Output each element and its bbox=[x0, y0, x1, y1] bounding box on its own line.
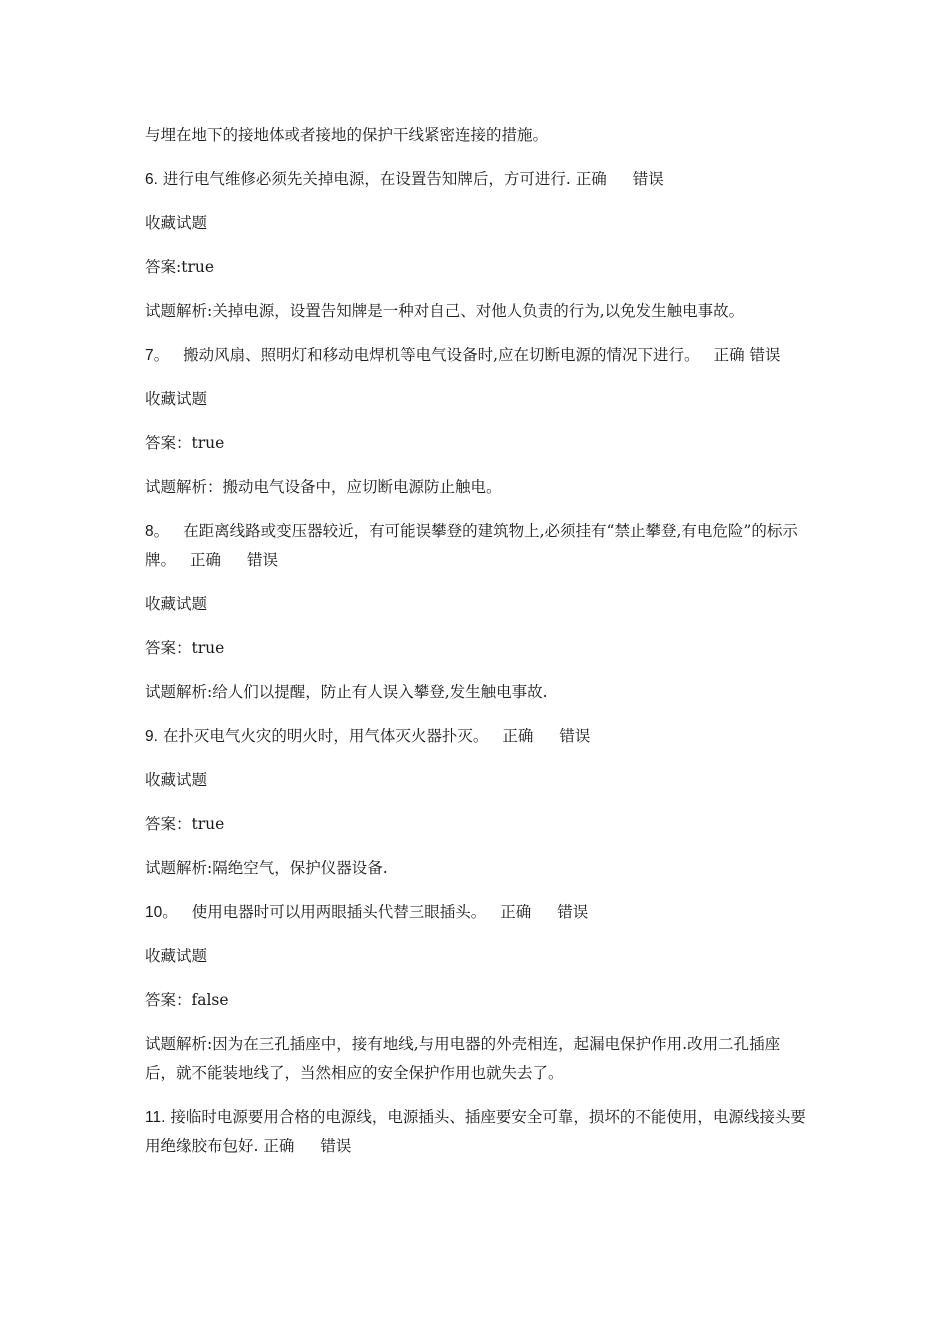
question-number: 9. bbox=[145, 728, 158, 745]
option-correct[interactable]: 正确 bbox=[575, 170, 607, 188]
option-correct[interactable]: 正确 bbox=[190, 551, 222, 569]
question-text: 使用电器时可以用两眼插头代替三眼插头。 bbox=[191, 903, 487, 921]
question-text: 接临时电源要用合格的电源线，电源插头、插座要安全可靠，损坏的不能使用，电源线接头要用绝缘胶布包好. bbox=[145, 1108, 806, 1155]
answer-line: 答案：true bbox=[145, 639, 225, 657]
favorite-link[interactable]: 收藏试题 bbox=[145, 214, 208, 232]
question-text: 在扑灭电气火灾的明火时，用气体灭火器扑灭。 bbox=[162, 727, 489, 745]
option-correct[interactable]: 正确 bbox=[263, 1137, 295, 1155]
answer-line: 答案：false bbox=[145, 991, 229, 1009]
question-number: 7。 bbox=[145, 347, 170, 364]
question-text: 在距离线路或变压器较近，有可能误攀登的建筑物上,必须挂有“禁止攀登,有电危险”的标示牌。 bbox=[145, 522, 798, 569]
question-10 bbox=[145, 898, 810, 927]
favorite-link[interactable]: 收藏试题 bbox=[145, 771, 208, 789]
question-text: 进行电气维修必须先关掉电源，在设置告知牌后，方可进行. bbox=[162, 170, 571, 188]
question-6 bbox=[145, 165, 810, 194]
question-7 bbox=[145, 341, 810, 370]
analysis-line: 试题解析：搬动电气设备中，应切断电源防止触电。 bbox=[145, 478, 502, 496]
option-wrong[interactable]: 错误 bbox=[749, 346, 781, 364]
question-text: 搬动风扇、照明灯和移动电焊机等电气设备时,应在切断电源的情况下进行。 bbox=[183, 346, 700, 364]
option-correct[interactable]: 正确 bbox=[500, 903, 532, 921]
question-number: 6. bbox=[145, 171, 158, 188]
option-wrong[interactable]: 错误 bbox=[632, 170, 664, 188]
question-number: 8。 bbox=[145, 523, 170, 540]
option-wrong[interactable]: 错误 bbox=[247, 551, 279, 569]
question-9 bbox=[145, 722, 810, 751]
favorite-link[interactable]: 收藏试题 bbox=[145, 947, 208, 965]
question-number: 10。 bbox=[145, 904, 178, 921]
question-11 bbox=[145, 1103, 810, 1161]
answer-line: 答案：true bbox=[145, 434, 225, 452]
option-wrong[interactable]: 错误 bbox=[320, 1137, 352, 1155]
answer-line: 答案:true bbox=[145, 258, 215, 276]
analysis-line: 试题解析:隔绝空气，保护仪器设备. bbox=[145, 859, 388, 877]
question-number: 11. bbox=[145, 1109, 166, 1126]
option-wrong[interactable]: 错误 bbox=[559, 727, 591, 745]
analysis-line: 试题解析:因为在三孔插座中，接有地线,与用电器的外壳相连，起漏电保护作用.改用二孔插座后，就不能装地线了，当然相应的安全保护作用也就失去了。 bbox=[145, 1035, 781, 1082]
question-8 bbox=[145, 517, 810, 575]
document-page bbox=[145, 121, 810, 1176]
intro-line: 与埋在地下的接地体或者接地的保护干线紧密连接的措施。 bbox=[145, 126, 549, 144]
option-correct[interactable]: 正确 bbox=[502, 727, 534, 745]
analysis-line: 试题解析:给人们以提醒，防止有人误入攀登,发生触电事故. bbox=[145, 683, 548, 701]
favorite-link[interactable]: 收藏试题 bbox=[145, 390, 208, 408]
answer-line: 答案：true bbox=[145, 815, 225, 833]
favorite-link[interactable]: 收藏试题 bbox=[145, 595, 208, 613]
option-correct[interactable]: 正确 bbox=[713, 346, 745, 364]
option-wrong[interactable]: 错误 bbox=[557, 903, 589, 921]
analysis-line: 试题解析:关掉电源，设置告知牌是一种对自己、对他人负责的行为,以免发生触电事故。 bbox=[145, 302, 745, 320]
